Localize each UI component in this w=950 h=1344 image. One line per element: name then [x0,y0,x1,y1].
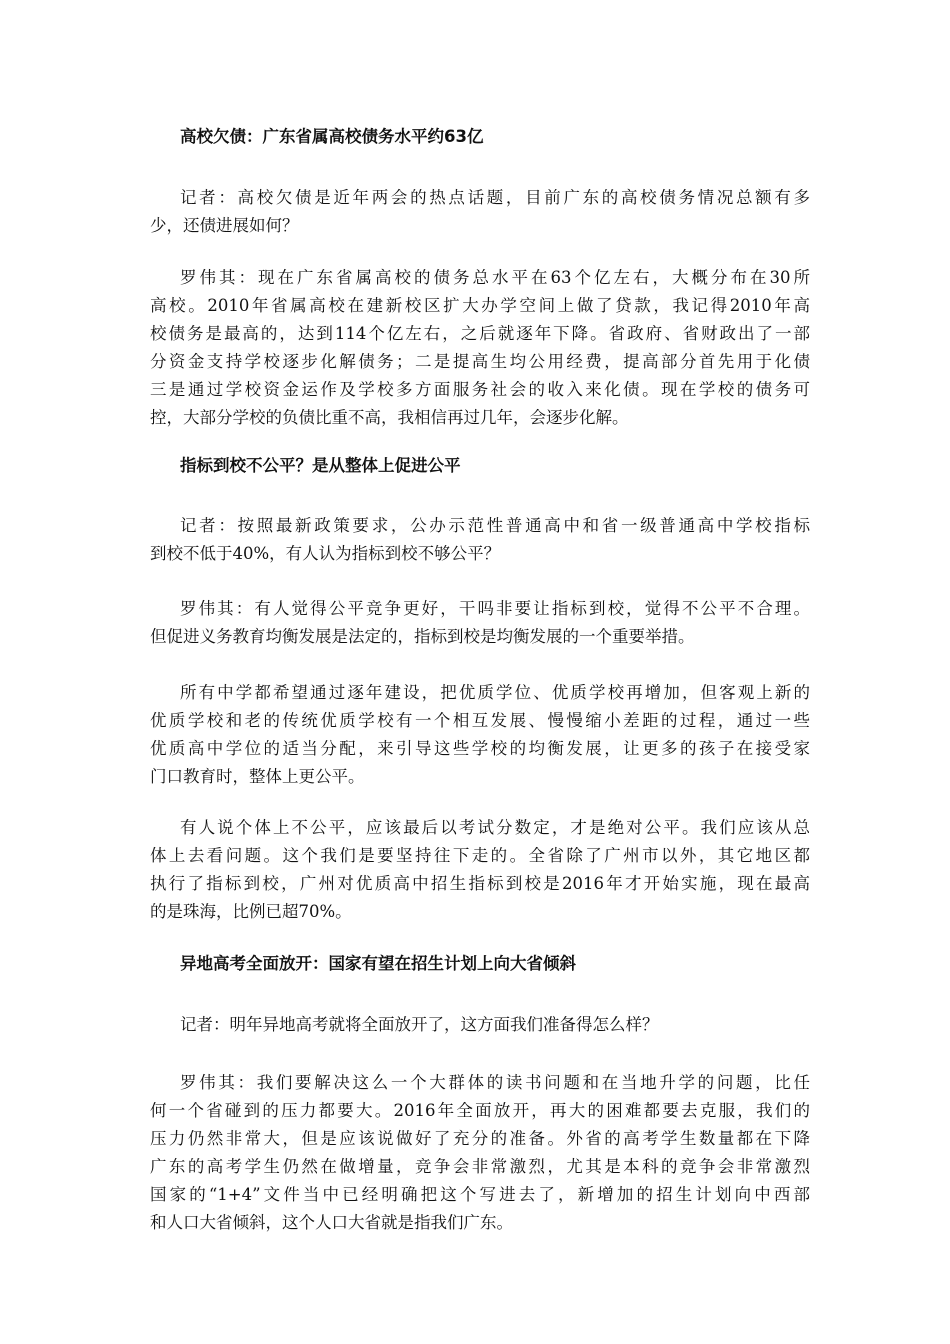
paragraph-line: 优质高中学位的适当分配，来引导这些学校的均衡发展，让更多的孩子在接受家 [150,739,810,758]
paragraph [150,1069,810,1237]
paragraph-line: 罗伟其：我们要解决这么一个大群体的读书问题和在当地升学的问题，比任 [180,1073,810,1092]
paragraph [150,814,810,926]
paragraph-line: 的是珠海，比例已超70%。 [150,902,352,921]
paragraph [150,595,810,651]
paragraph-line: 所有中学都希望通过逐年建设，把优质学位、优质学校再增加，但客观上新的 [180,683,810,702]
paragraph-line: 门口教育时，整体上更公平。 [150,767,365,786]
paragraph-line: 控，大部分学校的负债比重不高，我相信再过几年，会逐步化解。 [150,408,629,427]
paragraph-line: 罗伟其：现在广东省属高校的债务总水平在63个亿左右，大概分布在30所 [180,268,810,287]
paragraph-line: 少，还债进展如何？ [150,216,299,235]
section-heading: 指标到校不公平？是从整体上促进公平 [180,456,461,475]
paragraph-line: 记者：按照最新政策要求，公办示范性普通高中和省一级普通高中学校指标 [180,516,810,535]
paragraph-line: 压力仍然非常大，但是应该说做好了充分的准备。外省的高考学生数量都在下降 [150,1129,810,1148]
paragraph-line: 高校。2010年省属高校在建新校区扩大办学空间上做了贷款，我记得2010年高 [150,296,810,315]
paragraph-line: 和人口大省倾斜，这个人口大省就是指我们广东。 [150,1213,513,1232]
paragraph-line: 国家的“1+4”文件当中已经明确把这个写进去了，新增加的招生计划向中西部 [150,1185,810,1204]
paragraph-line: 罗伟其：有人觉得公平竞争更好，干吗非要让指标到校，觉得不公平不合理。 [180,599,810,618]
paragraph-line: 三是通过学校资金运作及学校多方面服务社会的收入来化债。现在学校的债务可 [150,380,810,399]
paragraph [150,679,810,791]
paragraph-line: 执行了指标到校，广州对优质高中招生指标到校是2016年才开始实施，现在最高 [150,874,810,893]
paragraph [150,512,810,568]
paragraph-line: 有人说个体上不公平，应该最后以考试分数定，才是绝对公平。我们应该从总 [180,818,810,837]
paragraph [150,184,810,240]
paragraph [150,1011,810,1039]
paragraph-line: 优质学校和老的传统优质学校有一个相互发展、慢慢缩小差距的过程，通过一些 [150,711,810,730]
paragraph [150,264,810,432]
paragraph-line: 广东的高考学生仍然在做增量，竞争会非常激烈，尤其是本科的竞争会非常激烈 [150,1157,810,1176]
paragraph-line: 体上去看问题。这个我们是要坚持往下走的。全省除了广州市以外，其它地区都 [150,846,810,865]
section-heading: 高校欠债：广东省属高校债务水平约63亿 [180,127,484,146]
section-heading: 异地高考全面放开：国家有望在招生计划上向大省倾斜 [180,954,576,973]
paragraph-line: 记者：高校欠债是近年两会的热点话题，目前广东的高校债务情况总额有多 [180,188,810,207]
paragraph-line: 但促进义务教育均衡发展是法定的，指标到校是均衡发展的一个重要举措。 [150,627,695,646]
paragraph-line: 分资金支持学校逐步化解债务；二是提高生均公用经费，提高部分首先用于化债 [150,352,810,371]
paragraph-line: 校债务是最高的，达到114个亿左右，之后就逐年下降。省政府、省财政出了一部 [150,324,810,343]
paragraph-line: 到校不低于40%，有人认为指标到校不够公平？ [150,544,501,563]
paragraph-line: 何一个省碰到的压力都要大。2016年全面放开，再大的困难都要去克服，我们的 [150,1101,810,1120]
paragraph-line: 记者：明年异地高考就将全面放开了，这方面我们准备得怎么样？ [180,1015,659,1034]
